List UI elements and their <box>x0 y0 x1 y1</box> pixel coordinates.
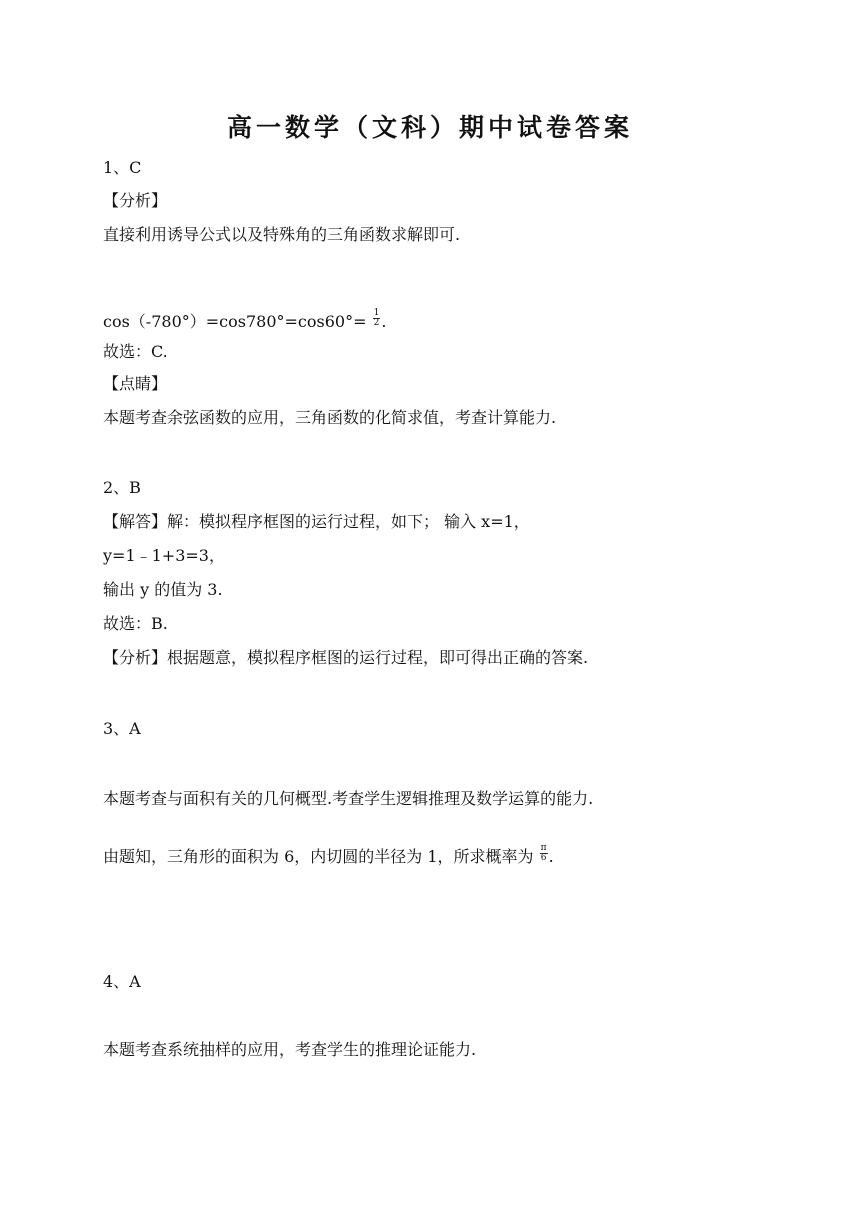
q2-answer: 2、B <box>103 478 141 497</box>
q2-line1: 【解答】解：模拟程序框图的运行过程，如下； 输入 x=1， <box>103 512 530 531</box>
q3-fraction-num: π <box>540 843 547 853</box>
q1-analysis-label: 【分析】 <box>103 191 168 210</box>
q3-fraction <box>540 844 548 863</box>
q4-line1: 本题考查系统抽样的应用，考查学生的推理论证能力. <box>103 1040 477 1059</box>
page-title: 高一数学（文科）期中试卷答案 <box>226 113 633 142</box>
q2-analysis: 【分析】根据题意，模拟程序框图的运行过程，即可得出正确的答案. <box>103 648 589 667</box>
q3-answer: 3、A <box>103 719 141 738</box>
q3-line2-text: 由题知，三角形的面积为 6，内切圆的半径为 1，所求概率为 <box>103 847 534 866</box>
q1-fraction-num: 1 <box>373 308 380 318</box>
q4-answer: 4、A <box>103 972 141 991</box>
q3-fraction-den: 6 <box>540 853 547 863</box>
q1-calc <box>103 308 387 332</box>
q1-fraction-den: 2 <box>373 318 380 328</box>
q1-analysis: 直接利用诱导公式以及特殊角的三角函数求解即可. <box>103 225 461 244</box>
q2-line2: y=1﹣1+3=3， <box>103 546 225 565</box>
q1-choice: 故选：C. <box>103 342 168 361</box>
q3-line1: 本题考查与面积有关的几何概型.考查学生逻辑推理及数学运算的能力. <box>103 789 594 808</box>
q3-line2 <box>103 843 554 867</box>
q2-choice: 故选：B. <box>103 614 168 633</box>
q1-answer: 1、C <box>103 158 142 177</box>
q1-calc-text: cos（-780°）=cos780°=cos60°= <box>103 312 367 331</box>
q1-calc-end: . <box>381 312 387 331</box>
q1-comment: 本题考查余弦函数的应用，三角函数的化简求值，考查计算能力. <box>103 408 557 427</box>
q3-line2-end: . <box>548 847 554 866</box>
q2-line3: 输出 y 的值为 3. <box>103 580 223 599</box>
q1-comment-label: 【点睛】 <box>103 374 168 393</box>
q1-fraction <box>373 309 381 328</box>
